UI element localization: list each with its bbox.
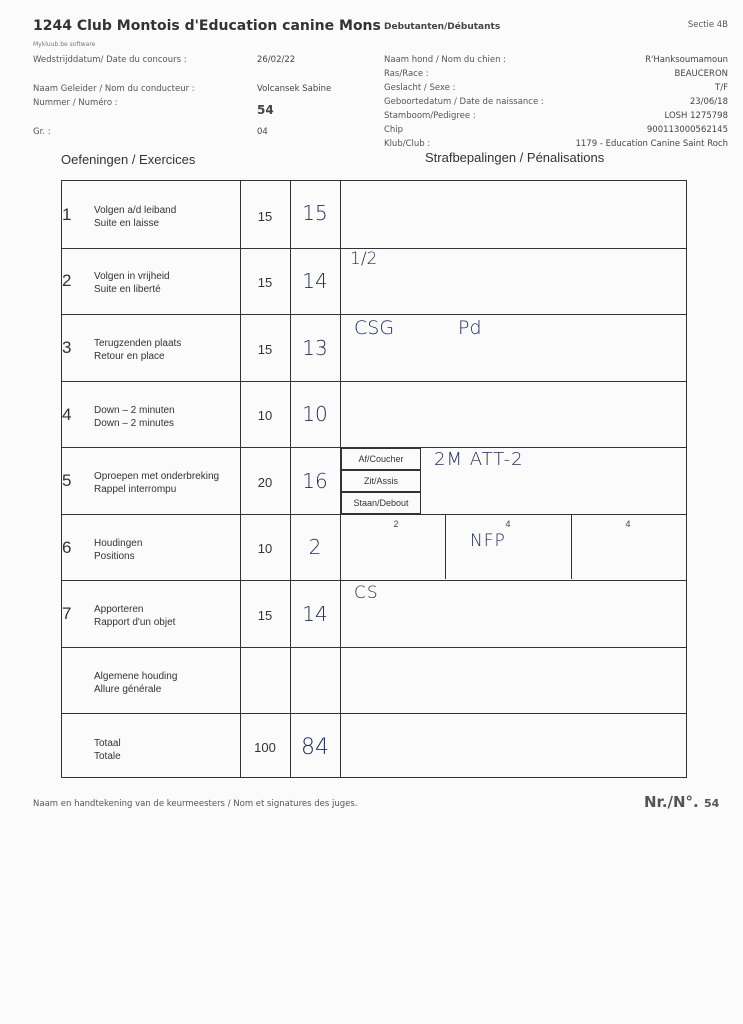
exercise-name-nl: Oproepen met onderbreking xyxy=(94,471,220,482)
max-points: 20 xyxy=(257,475,273,490)
score-value: 14 xyxy=(302,602,328,626)
score-value: 10 xyxy=(302,402,328,426)
exercise-name-fr: Retour en place xyxy=(94,351,165,362)
exercise-number: 5 xyxy=(62,471,72,490)
max-points: 15 xyxy=(257,275,273,290)
entry-number-label: Nr./N°. xyxy=(644,793,699,811)
position-divider xyxy=(571,514,572,579)
exercise-name-fr: Suite en laisse xyxy=(94,218,160,229)
total-label-fr: Totale xyxy=(94,751,121,762)
penalty-note: NFP xyxy=(470,531,506,551)
exercise-name xyxy=(94,603,175,629)
dog-name-label: Naam hond / Nom du chien : xyxy=(384,55,507,65)
score-value: 13 xyxy=(302,336,328,360)
chip-value: 900113000562145 xyxy=(646,125,728,135)
exercise-name xyxy=(94,337,181,363)
penalty-note: Pd xyxy=(458,317,482,339)
exercise-number: 4 xyxy=(62,405,72,424)
score-value: 14 xyxy=(302,269,328,293)
max-points: 10 xyxy=(257,541,273,556)
exercise-name-fr: Positions xyxy=(94,551,135,562)
exercise-name-nl: Down – 2 minuten xyxy=(94,405,175,416)
penalty-note: CS xyxy=(354,583,379,603)
penalty-note: 1/2 xyxy=(350,249,378,269)
penalties-heading: Strafbepalingen / Pénalisations xyxy=(425,150,605,165)
date-label: Wedstrijddatum/ Date du concours : xyxy=(33,55,187,65)
exercise-name-nl: Volgen in vrijheid xyxy=(94,271,170,282)
entry-number xyxy=(644,793,719,811)
exercise-name-nl: Houdingen xyxy=(94,538,143,549)
exercise-name-nl: Terugzenden plaats xyxy=(94,338,182,349)
exercises-heading: Oefeningen / Exercices xyxy=(61,152,196,167)
total-max-points: 100 xyxy=(254,740,276,755)
breed-label: Ras/Race : xyxy=(384,69,429,79)
position-stand-box: Staan/Debout xyxy=(341,492,421,514)
club-label: Klub/Club : xyxy=(384,139,431,149)
software-credit: Mykluub.be software xyxy=(33,41,96,48)
score-value: 2 xyxy=(308,535,322,559)
score-value: 16 xyxy=(302,469,328,493)
club-value: 1179 - Education Canine Saint Roch xyxy=(575,139,728,149)
score-value: 15 xyxy=(302,201,328,225)
class-name: Debutanten/Débutants xyxy=(384,22,501,32)
row-divider xyxy=(62,580,686,581)
handler-label: Naam Geleider / Nom du conducteur : xyxy=(33,84,195,94)
exercise-name-nl: Apporteren xyxy=(94,604,144,615)
section-label: Sectie 4B xyxy=(687,20,728,30)
penalty-note: 2M ATT-2 xyxy=(434,449,524,470)
total-score: 84 xyxy=(301,735,329,760)
exercise-number: 1 xyxy=(62,205,72,224)
max-points: 15 xyxy=(257,608,273,623)
judges-signature-label: Naam en handtekening van de keurmeesters / Nom et signatures des juges. xyxy=(33,799,358,809)
total-label-nl: Totaal xyxy=(94,738,121,749)
exercise-number: 3 xyxy=(62,338,72,357)
row-divider xyxy=(62,647,686,648)
position-max-header: 2 xyxy=(393,519,399,529)
exercise-name-fr: Down – 2 minutes xyxy=(94,418,175,429)
exercise-name-fr: Suite en liberté xyxy=(94,284,161,295)
exercise-name-fr: Rapport d'un objet xyxy=(94,617,176,628)
pedigree-value: LOSH 1275798 xyxy=(664,111,728,121)
exercise-name xyxy=(94,270,170,296)
exercise-name-nl: Volgen a/d leiband xyxy=(94,205,177,216)
row-divider xyxy=(62,713,686,714)
exercise-name xyxy=(94,404,175,430)
exercise-name-fr: Allure générale xyxy=(94,684,162,695)
dob-value: 23/06/18 xyxy=(689,97,728,107)
row-divider xyxy=(62,514,686,515)
exercise-name-fr: Rappel interrompu xyxy=(94,484,177,495)
exercise-number: 6 xyxy=(62,538,72,557)
position-max-header: 4 xyxy=(625,519,631,529)
penalty-note: CSG xyxy=(354,317,395,339)
handler-value: Volcansek Sabine xyxy=(257,84,332,94)
exercise-number: 7 xyxy=(62,604,72,623)
date-value: 26/02/22 xyxy=(257,55,296,65)
sex-value: T/F xyxy=(715,83,728,93)
total-label xyxy=(94,737,121,763)
sex-label: Geslacht / Sexe : xyxy=(384,83,456,93)
group-label: Gr. : xyxy=(33,127,51,137)
exercise-name xyxy=(94,470,219,496)
row-divider xyxy=(62,314,686,315)
breed-value: BEAUCERON xyxy=(674,69,728,79)
exercise-number: 2 xyxy=(62,271,72,290)
position-divider xyxy=(445,514,446,579)
chip-label: Chip xyxy=(384,125,404,135)
exercise-name xyxy=(94,204,176,230)
max-points: 15 xyxy=(257,209,273,224)
position-down-box: Af/Coucher xyxy=(341,448,421,470)
dog-name-value: R'Hanksoumamoun xyxy=(645,55,728,65)
exercise-name-nl: Algemene houding xyxy=(94,671,178,682)
row-divider xyxy=(62,381,686,382)
exercise-name xyxy=(94,537,142,563)
position-max-header: 4 xyxy=(505,519,511,529)
exercise-name xyxy=(94,670,177,696)
entry-number-value: 54 xyxy=(703,797,720,810)
pedigree-label: Stamboom/Pedigree : xyxy=(384,111,476,121)
dob-label: Geboortedatum / Date de naissance : xyxy=(384,97,544,107)
group-value: 04 xyxy=(257,127,268,137)
score-table xyxy=(61,180,687,778)
number-label: Nummer / Numéro : xyxy=(33,98,118,108)
number-value: 54 xyxy=(257,103,274,117)
max-points: 15 xyxy=(257,342,273,357)
position-sit-box: Zit/Assis xyxy=(341,470,421,492)
max-points: 10 xyxy=(257,408,273,423)
club-title: 1244 Club Montois d'Education canine Mons xyxy=(33,18,381,34)
